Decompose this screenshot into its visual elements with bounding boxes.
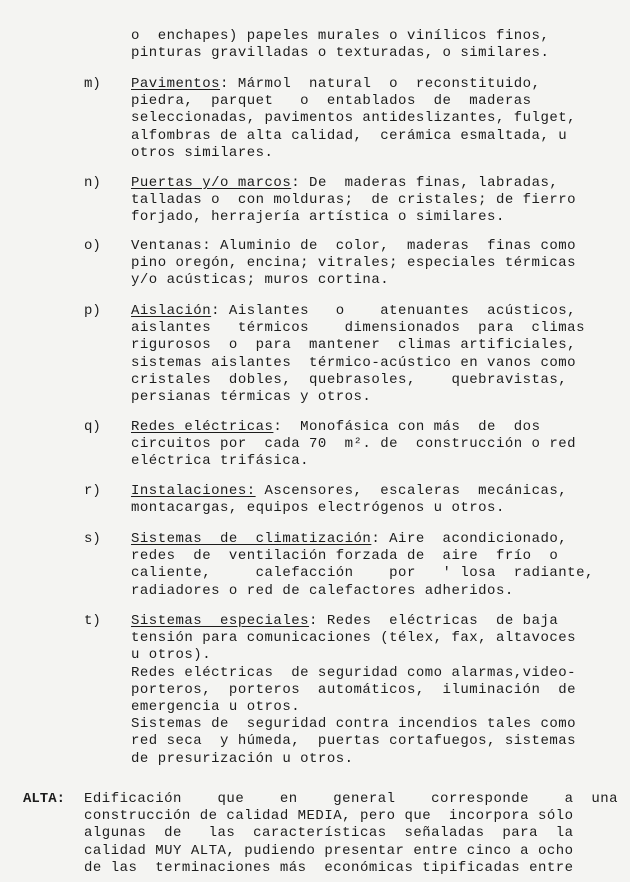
item-line: redes de ventilación forzada de aire frío o (131, 548, 559, 565)
item-line: cristales dobles, quebrasoles, quebravistas, (131, 371, 568, 388)
item-t: Sistemas especiales: Redes eléctricas de baja tensión para comunicaciones (télex, fax, altavoces u otros). Redes eléctricas de seguridad como alarmas,video- porteros, porteros automáticos, iluminación de emergencia u otros. Sistemas de seguridad contra incendios tales como red seca y húmeda, puertas cortafuegos, sistemas de presurización u otros. (131, 613, 611, 768)
item-line: pino oregón, encina; vitrales; especiales térmicas (131, 255, 577, 272)
alta-label: ALTA: (23, 791, 66, 807)
item-line: porteros, porteros automáticos, iluminación de (131, 681, 577, 698)
item-line: emergencia u otros. (131, 698, 301, 715)
item-m: Pavimentos: Mármol natural o reconstituido, piedra, parquet o entablados de maderas seleccionadas, pavimentos antideslizantes, fulget, alfombras de alta calidad, cerámica esmaltada, u otros similares. (131, 76, 611, 162)
item-heading: Sistemas especiales (131, 613, 310, 629)
intro-line: o enchapes) papeles murales o vinílicos finos, (131, 28, 550, 44)
item-line: Sistemas de seguridad contra incendios tales como (131, 716, 577, 733)
item-line: Redes eléctricas de seguridad como alarmas,video- (131, 664, 577, 681)
item-line: talladas o con molduras; de cristales; de fierro (131, 192, 577, 209)
alta-line: Edificación que en general corresponde a una (84, 791, 619, 807)
item-p: Aislación: Aislantes o atenuantes acústicos, aislantes térmicos dimensionados para climas rigurosos o para mantener climas artificiales, sistemas aislantes térmico-acústico en vanos como cristales dobles, quebrasoles, quebravistas, persianas térmicas y otros. (131, 303, 611, 406)
alta-paragraph (84, 791, 619, 877)
item-n: Puertas y/o marcos: De maderas finas, labradas, talladas o con molduras; de cristales; de fierro forjado, herrajería artística o similares. (131, 175, 611, 227)
item-line: u otros). (131, 647, 212, 664)
item-heading: Ventanas (131, 238, 203, 254)
item-line: rigurosos o para mantener climas artificiales, (131, 337, 577, 354)
item-heading: Instalaciones: (131, 483, 256, 499)
alta-line: calidad MUY ALTA, pudiendo presentar entre cinco a ocho (84, 842, 574, 859)
item-r: Instalaciones: Ascensores, escaleras mecánicas, montacargas, equipos electrógenos u otros. (131, 483, 611, 517)
intro-paragraph (131, 28, 611, 62)
item-line: otros similares. (131, 144, 274, 161)
item-line: montacargas, equipos electrógenos u otros. (131, 500, 505, 517)
alta-line: construcción de calidad MEDIA, pero que incorpora sólo (84, 808, 574, 825)
item-heading: Pavimentos (131, 76, 221, 92)
item-letter-t: t) (84, 613, 101, 629)
item-line: red seca y húmeda, puertas cortafuegos, sistemas (131, 733, 577, 750)
item-letter-p: p) (84, 303, 101, 319)
item-line: tensión para comunicaciones (télex, fax, altavoces (131, 630, 577, 647)
item-letter-m: m) (84, 76, 101, 92)
alta-line: algunas de las características señaladas para la (84, 825, 574, 842)
item-q: Redes eléctricas: Monofásica con más de dos circuitos por cada 70 m². de construcción o red eléctrica trifásica. (131, 419, 611, 471)
item-heading: Sistemas de climatización (131, 531, 372, 547)
item-letter-n: n) (84, 175, 101, 191)
item-line: aislantes térmicos dimensionados para climas (131, 320, 585, 337)
alta-line: de las terminaciones más económicas tipificadas entre (84, 859, 574, 876)
item-line: de presurización u otros. (131, 750, 354, 767)
item-line: y/o acústicas; muros cortina. (131, 272, 390, 289)
item-line: radiadores o red de calefactores adheridos. (131, 582, 514, 599)
item-line: circuitos por cada 70 m². de construcción o red (131, 436, 577, 453)
item-line: seleccionadas, pavimentos antideslizantes, fulget, (131, 110, 577, 127)
item-line: piedra, parquet o entablados de maderas (131, 93, 532, 110)
item-o: Ventanas: Aluminio de color, maderas finas como pino oregón, encina; vitrales; especiales térmicas y/o acústicas; muros cortina. (131, 238, 611, 290)
item-s: Sistemas de climatización: Aire acondicionado, redes de ventilación forzada de aire frío o caliente, calefacción por ' losa radiante, radiadores o red de calefactores adheridos. (131, 531, 611, 600)
item-heading: Redes eléctricas (131, 419, 274, 435)
item-letter-o: o) (84, 238, 101, 254)
intro-line: pinturas gravilladas o texturadas, o similares. (131, 45, 550, 62)
item-line: persianas térmicas y otros. (131, 388, 372, 405)
item-heading: Puertas y/o marcos (131, 175, 292, 191)
item-heading: Aislación (131, 303, 212, 319)
item-line: forjado, herrajería artística o similares. (131, 209, 505, 226)
item-letter-s: s) (84, 531, 101, 547)
item-letter-q: q) (84, 419, 101, 435)
item-line: sistemas aislantes térmico-acústico en vanos como (131, 354, 577, 371)
item-letter-r: r) (84, 483, 101, 499)
item-line: alfombras de alta calidad, cerámica esmaltada, u (131, 127, 568, 144)
item-line: eléctrica trifásica. (131, 453, 310, 470)
item-line: caliente, calefacción por ' losa radiante, (131, 565, 594, 582)
